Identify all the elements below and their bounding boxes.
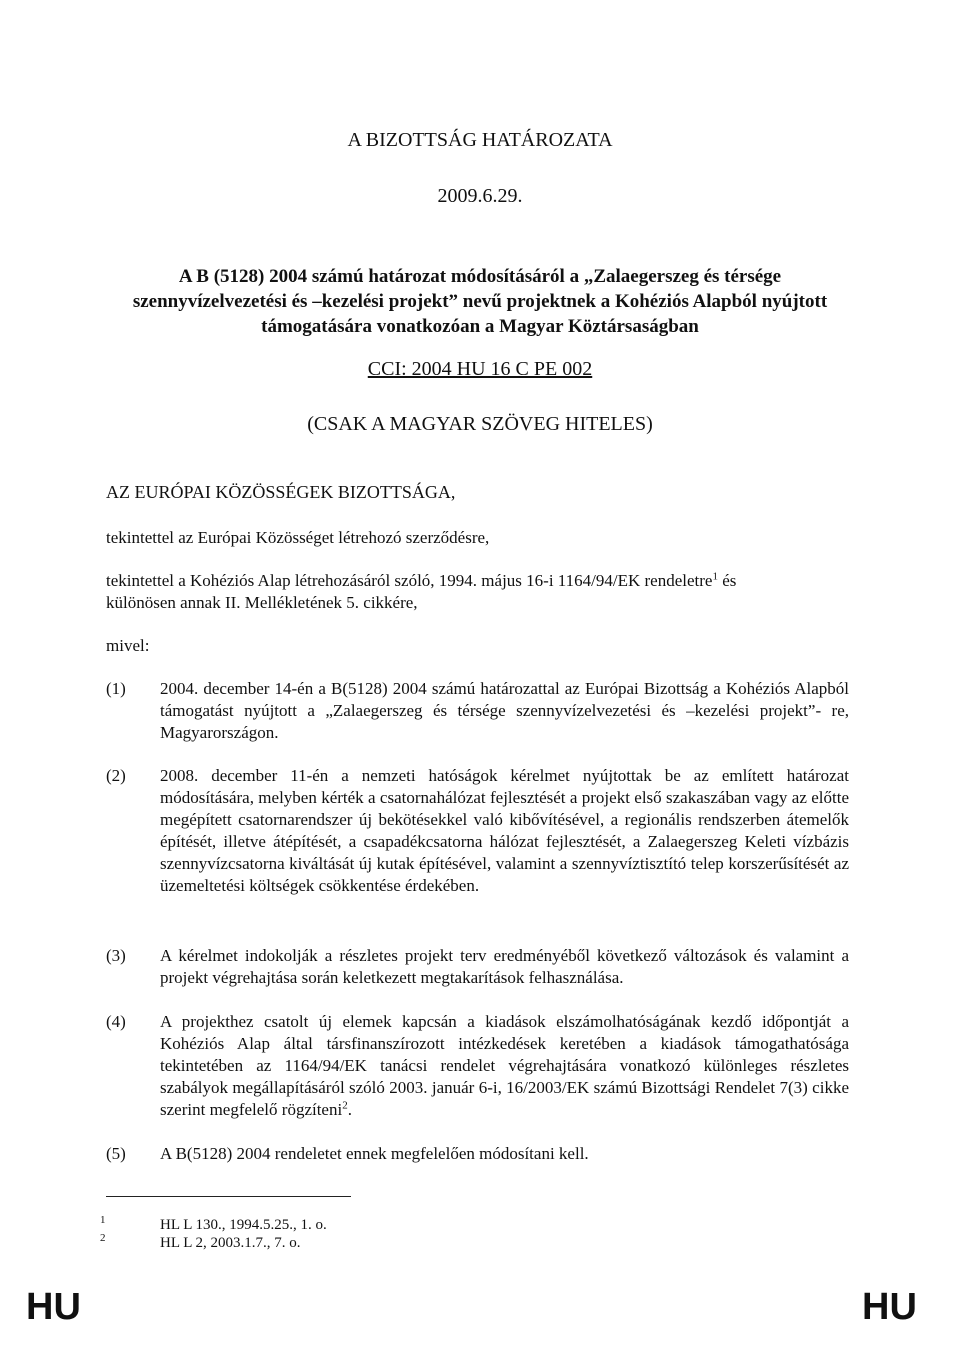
footnote-number-2: 2 <box>100 1232 106 1244</box>
subject-line-1: A B (5128) 2004 számú határozat módosításáról a „Zalaegerszeg és térsége <box>178 266 782 287</box>
whereas-label: mivel: <box>106 636 150 655</box>
cci-code: CCI: 2004 HU 16 C PE 002 <box>367 358 593 380</box>
recital-treaty: tekintettel az Európai Közösséget létrehozó szerződésre, <box>106 528 490 547</box>
recital-regulation <box>106 570 850 592</box>
paragraph-number-5: (5) <box>106 1144 126 1163</box>
document-title: A BIZOTTSÁG HATÁROZATA <box>347 129 613 151</box>
paragraph-text-2: 2008. december 11-én a nemzeti hatóságok kérelmet nyújtottak be az említett határozat módosítására, melyben kérték a csatornahálózat fejlesztését a projekt első szakaszában vagy az előtte megépített csatornarendszer új bekötésekkel való kibővítésével, a regionális rendszerben átemelők építését, illetve átépítését, a csapadékcsatorna hálózat fejlesztését, a Zalaegerszeg Keleti vízbázis szennyvízcsatorna kiváltását új kutak építésével, valamint a szennyvíztisztító telep korszerűsítését az üzemeltetési költségek csökkentése érdekében. <box>160 766 849 895</box>
recital-regulation-text: tekintettel a Kohéziós Alap létrehozásáról szóló, 1994. május 16-i 1164/94/EK rendeletre <box>106 571 713 590</box>
paragraph-number-1: (1) <box>106 679 126 698</box>
footnote-text-1: HL L 130., 1994.5.25., 1. o. <box>160 1217 327 1233</box>
recital-regulation-tail: és <box>717 571 737 590</box>
language-label-left: HU <box>26 1286 81 1328</box>
paragraph-text-1: 2004. december 14-én a B(5128) 2004 számú határozattal az Európai Bizottság a Kohéziós Alapból támogatást nyújtott a „Zalaegerszeg és térsége szennyvízelvezetési és –kezelési projekt”- re, Magyarországon. <box>160 679 849 742</box>
language-label-right: HU <box>862 1286 917 1328</box>
paragraph-number-4: (4) <box>106 1012 126 1031</box>
paragraph-text-5: A B(5128) 2004 rendeletet ennek megfelelően módosítani kell. <box>160 1144 589 1163</box>
commission-heading: AZ EURÓPAI KÖZÖSSÉGEK BIZOTTSÁGA, <box>106 482 456 502</box>
recital-regulation-line-2: különösen annak II. Mellékletének 5. cikkére, <box>106 593 418 612</box>
footnote-ref-2: 2 <box>342 1099 348 1112</box>
paragraph-number-3: (3) <box>106 946 126 965</box>
authentic-language-note: (CSAK A MAGYAR SZÖVEG HITELES) <box>307 413 653 435</box>
footnote-separator <box>106 1196 351 1197</box>
paragraph-text-3: A kérelmet indokolják a részletes projekt terv eredményéből következő változások és valamint a projekt végrehajtása során keletkezett megtakarítások felhasználása. <box>160 946 849 987</box>
paragraph-text-4 <box>160 1011 849 1121</box>
subject-line-3: támogatására vonatkozóan a Magyar Köztársaságban <box>261 316 699 337</box>
footnote-number-1: 1 <box>100 1214 106 1226</box>
subject-line-2: szennyvízelvezetési és –kezelési projekt” nevű projektnek a Kohéziós Alapból nyújtott <box>132 291 828 312</box>
paragraph-text-4-tail: . <box>347 1100 352 1119</box>
paragraph-text-4-body: A projekthez csatolt új elemek kapcsán a kiadások elszámolhatóságának kezdő időpontját a Kohéziós Alap által társfinanszírozott intézkedések keretében a kiadások támogathatósága tekintetében az 1164/94/EK tanácsi rendelet végrehajtására vonatkozó különleges részletes szabályok megállapításáról szóló 2003. január 6-i, 16/2003/EK számú Bizottsági Rendelet 7(3) cikke szerint megfelelő rögzíteni <box>160 1012 849 1119</box>
document-date: 2009.6.29. <box>437 185 523 207</box>
paragraph-number-2: (2) <box>106 766 126 785</box>
footnote-ref-1: 1 <box>712 570 718 583</box>
footnote-text-2: HL L 2, 2003.1.7., 7. o. <box>160 1235 301 1251</box>
